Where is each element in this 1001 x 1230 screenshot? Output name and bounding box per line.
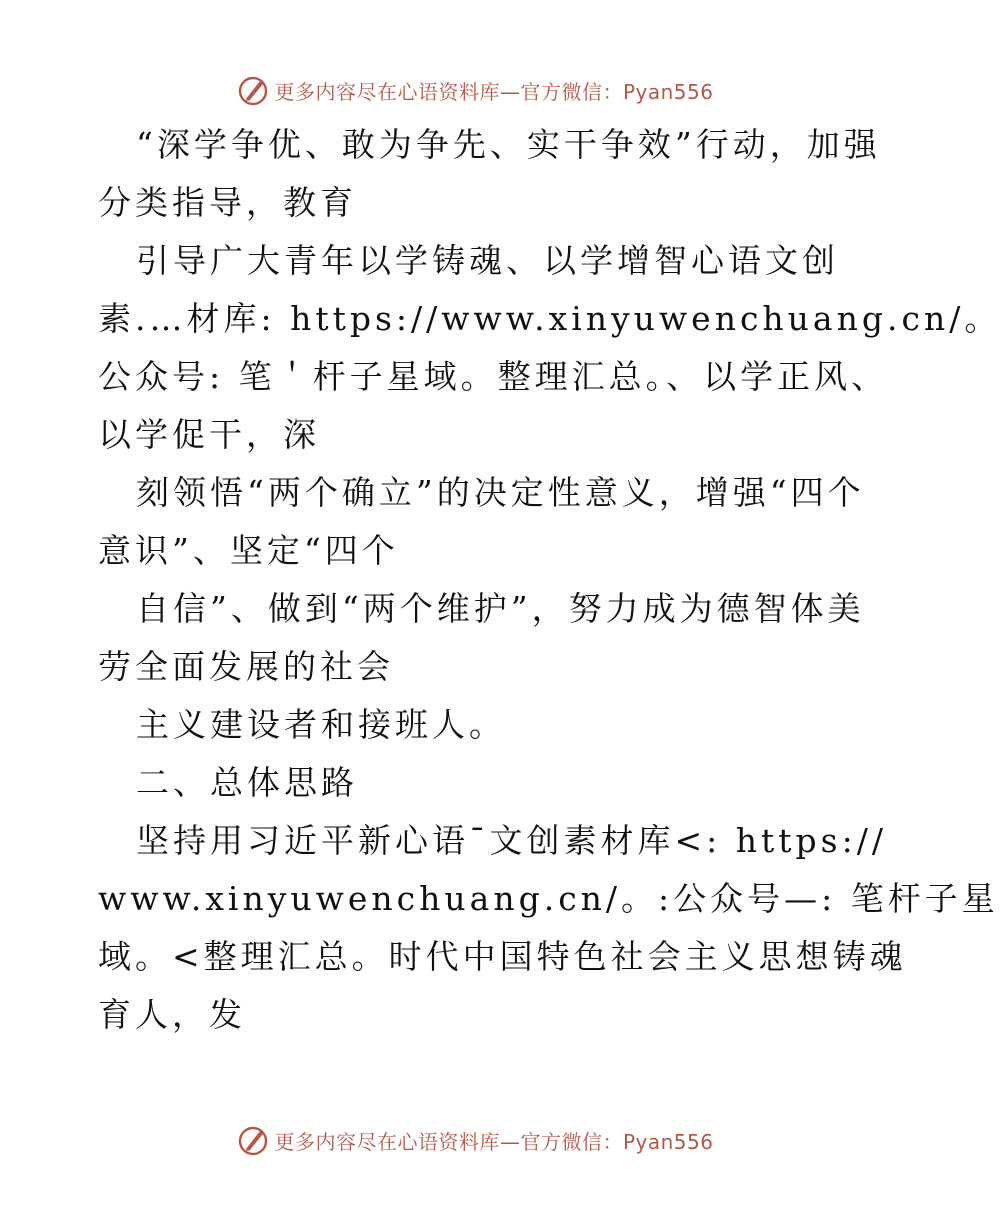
paragraph-line: 主义建设者和接班人。 [136, 705, 506, 744]
paragraph-line: 育人，发 [98, 995, 246, 1034]
header-watermark-banner [0, 70, 950, 110]
paragraph-line: www.xinyuwenchuang.cn/。:公众号—: 笔杆子星 [98, 879, 999, 918]
document-body [98, 116, 1001, 1044]
quill-pen-logo-icon [236, 73, 270, 107]
paragraph-line: 意识”、坚定“四个 [98, 531, 399, 570]
paragraph-line: 二、总体思路 [136, 763, 358, 802]
header-banner-text: 更多内容尽在心语资料库—官方微信：Pyan556 [274, 79, 714, 104]
footer-banner-text: 更多内容尽在心语资料库—官方微信：Pyan556 [274, 1129, 714, 1154]
paragraph-line: 坚持用习近平新心语¯文创素材库<: https:// [136, 821, 887, 860]
paragraph-line: 劳全面发展的社会 [98, 647, 394, 686]
paragraph-line: 域。<整理汇总。时代中国特色社会主义思想铸魂 [98, 937, 907, 976]
paragraph-line: 刻领悟“两个确立”的决定性意义，增强“四个 [136, 473, 865, 512]
paragraph-line: 自信”、做到“两个维护”，努力成为德智体美 [136, 589, 865, 628]
paragraph-line: 公众号: 笔＇杆子星域。整理汇总。、以学正风、 [98, 357, 889, 396]
paragraph-line: “深学争优、敢为争先、实干争效”行动，加强 [136, 125, 881, 164]
paragraph-line: 素.…材库: https://www.xinyuwenchuang.cn/。 [98, 299, 1001, 338]
footer-watermark-banner [0, 1120, 950, 1160]
quill-pen-logo-icon [236, 1123, 270, 1157]
paragraph-line: 分类指导，教育 [98, 183, 357, 222]
paragraph-line: 以学促干，深 [98, 415, 320, 454]
paragraph-line: 引导广大青年以学铸魂、以学增智心语文创 [136, 241, 839, 280]
